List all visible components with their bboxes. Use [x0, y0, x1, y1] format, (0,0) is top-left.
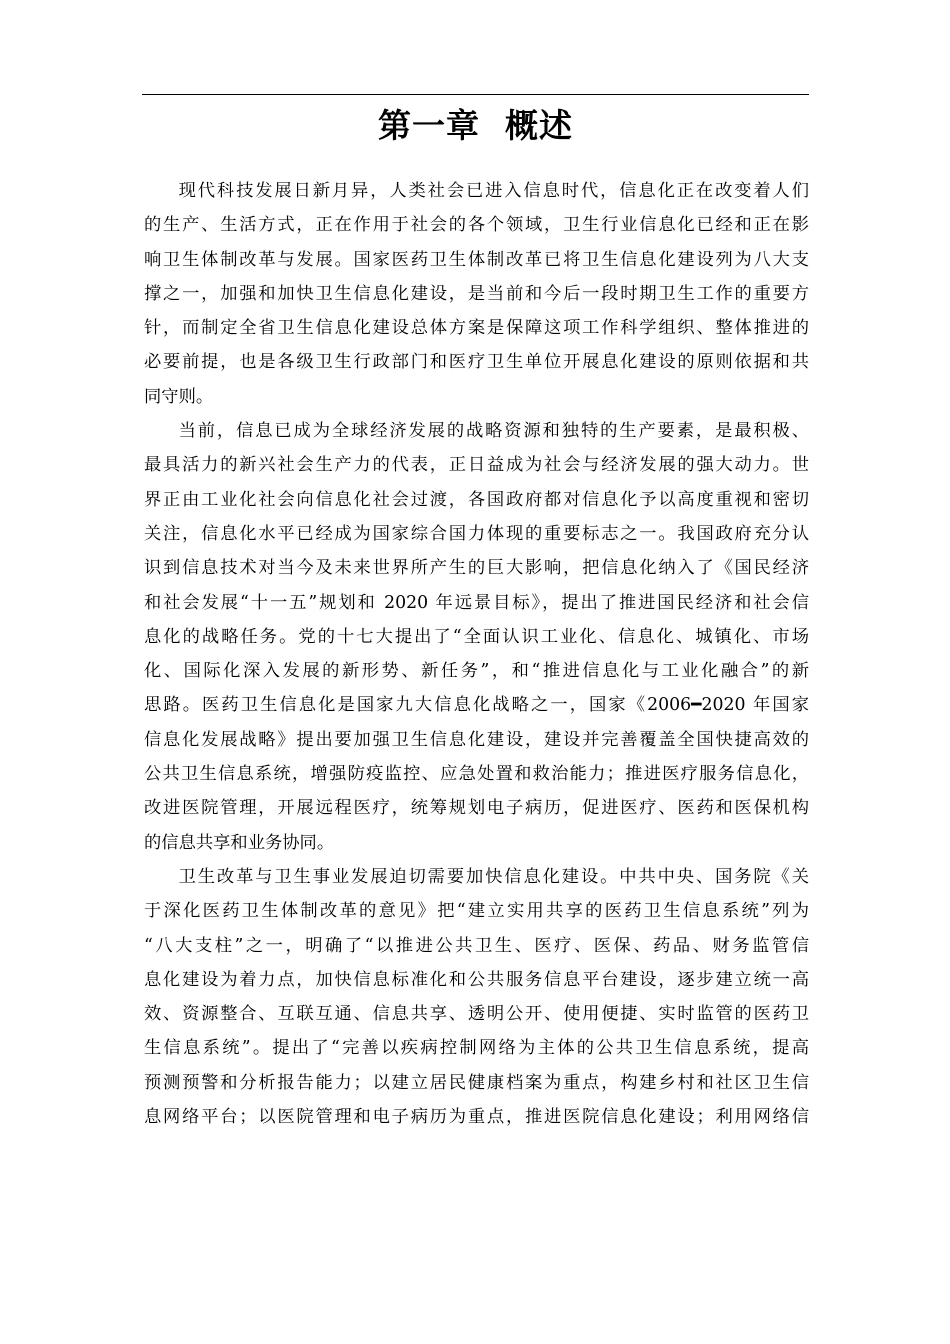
- text-line: 关注，信息化水平已经成为国家综合国力体现的重要标志之一。我国政府充分认: [144, 523, 809, 544]
- paragraph: [144, 174, 809, 414]
- text-line: 生信息系统”。提出了“完善以疾病控制网络为主体的公共卫生信息系统，提高: [144, 1038, 809, 1059]
- text-line: 同守则。: [144, 386, 214, 407]
- text-line: 于深化医药卫生体制改革的意见》把“建立实用共享的医药卫生信息系统”列为: [144, 901, 809, 922]
- text-line: 界正由工业化社会向信息化社会过渡，各国政府都对信息化予以高度重视和密切: [144, 489, 809, 510]
- text-line: 预测预警和分析报告能力；以建立居民健康档案为重点，构建乡村和社区卫生信: [144, 1072, 809, 1093]
- text-line: 思路。医药卫生信息化是国家九大信息化战略之一，国家《2006━2020 年国家: [144, 695, 809, 716]
- text-line: 响卫生体制改革与发展。国家医药卫生体制改革已将卫生信息化建设列为八大支: [144, 249, 809, 270]
- body-text: [144, 174, 809, 1134]
- text-line: 公共卫生信息系统，增强防疫监控、应急处置和救治能力；推进医疗服务信息化，: [144, 764, 809, 785]
- text-line: 效、资源整合、互联互通、信息共享、透明公开、使用便捷、实时监管的医药卫: [144, 1004, 809, 1025]
- text-line: 撑之一，加强和加快卫生信息化建设，是当前和今后一段时期卫生工作的重要方: [144, 283, 809, 304]
- paragraph: [144, 414, 809, 860]
- text-line: 现代科技发展日新月异，人类社会已进入信息时代，信息化正在改变着人们: [178, 181, 809, 201]
- text-line: 和社会发展“十一五”规划和 2020 年远景目标》，提出了推进国民经济和社会信: [144, 592, 809, 613]
- text-line: 识到信息技术对当今及未来世界所产生的巨大影响，把信息化纳入了《国民经济: [144, 558, 809, 579]
- paragraph: [144, 860, 809, 1134]
- text-line: 息化建设为着力点，加快信息标准化和公共服务信息平台建设，逐步建立统一高: [144, 969, 809, 990]
- text-line: 息网络平台；以医院管理和电子病历为重点，推进医院信息化建设；利用网络信: [144, 1107, 809, 1128]
- text-line: 的生产、生活方式，正在作用于社会的各个领域，卫生行业信息化已经和正在影: [144, 215, 809, 236]
- text-line: 必要前提，也是各级卫生行政部门和医疗卫生单位开展息化建设的原则依据和共: [144, 352, 809, 373]
- text-line: 当前，信息已成为全球经济发展的战略资源和独特的生产要素，是最积极、: [178, 421, 809, 442]
- header-rule: [142, 94, 809, 95]
- text-line: 针，而制定全省卫生信息化建设总体方案是保障这项工作科学组织、整体推进的: [144, 318, 809, 339]
- text-line: 最具活力的新兴社会生产力的代表，正日益成为社会与经济发展的强大动力。世: [144, 455, 809, 476]
- text-line: 息化的战略任务。党的十七大提出了“全面认识工业化、信息化、城镇化、市场: [144, 626, 809, 647]
- text-line: 化、国际化深入发展的新形势、新任务”，和“推进信息化与工业化融合”的新: [144, 661, 809, 682]
- text-line: 的信息共享和业务协同。: [144, 832, 335, 853]
- text-line: “八大支柱”之一，明确了“以推进公共卫生、医疗、医保、药品、财务监管信: [144, 935, 809, 956]
- text-line: 信息化发展战略》提出要加强卫生信息化建设，建设并完善覆盖全国快捷高效的: [144, 729, 809, 750]
- text-line: 卫生改革与卫生事业发展迫切需要加快信息化建设。中共中央、国务院《关: [178, 866, 809, 887]
- text-line: 改进医院管理，开展远程医疗，统筹规划电子病历，促进医疗、医药和医保机构: [144, 798, 809, 819]
- chapter-title: 第一章 概述: [378, 106, 573, 145]
